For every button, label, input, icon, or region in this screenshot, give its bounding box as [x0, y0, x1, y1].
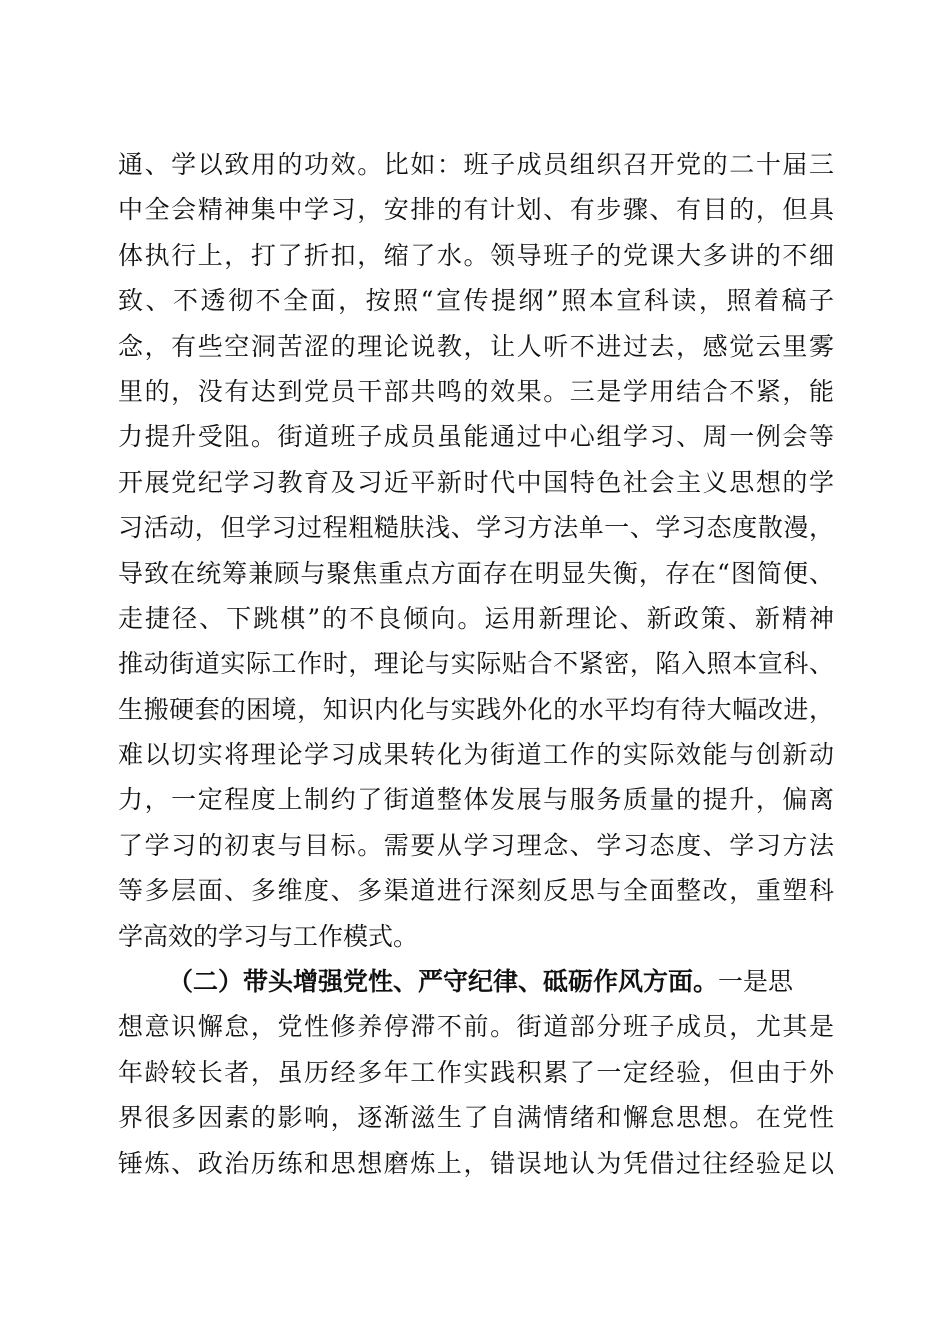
text-line: 里的，没有达到党员干部共鸣的效果。三是学用结合不紧，能	[118, 376, 834, 406]
text-line: 生搬硬套的困境，知识内化与实践外化的水平均有待大幅改进，	[118, 694, 834, 724]
section-heading: （二）带头增强党性、严守纪律、砥砺作风方面。	[168, 967, 719, 997]
paragraph-party-spirit-section	[118, 959, 834, 1186]
heading-line-rest: 一是思	[718, 967, 794, 997]
text-line: 界很多因素的影响，逐渐滋生了自满情绪和懈怠思想。在党性	[118, 1103, 834, 1133]
text-line: 习活动，但学习过程粗糙肤浅、学习方法单一、学习态度散漫，	[118, 513, 834, 543]
section-heading-line	[118, 959, 834, 1004]
text-line: 力，一定程度上制约了街道整体发展与服务质量的提升，偏离	[118, 785, 834, 815]
text-line: 导致在统筹兼顾与聚焦重点方面存在明显失衡，存在“图简便、	[118, 558, 834, 588]
text-line: 了学习的初衷与目标。需要从学习理念、学习态度、学习方法	[118, 830, 834, 860]
text-line: 致、不透彻不全面，按照“宣传提纲”照本宣科读，照着稿子	[118, 286, 834, 316]
text-line: 力提升受阻。街道班子成员虽能通过中心组学习、周一例会等	[118, 422, 834, 452]
text-line: 中全会精神集中学习，安排的有计划、有步骤、有目的，但具	[118, 195, 834, 225]
text-line: 等多层面、多维度、多渠道进行深刻反思与全面整改，重塑科	[118, 876, 834, 906]
text-line-last: 学高效的学习与工作模式。	[118, 921, 419, 951]
text-line: 锤炼、政治历练和思想磨炼上，错误地认为凭借过往经验足以	[118, 1148, 834, 1178]
document-page	[118, 142, 834, 1186]
text-line: 走捷径、下跳棋”的不良倾向。运用新理论、新政策、新精神	[118, 603, 834, 633]
text-line: 开展党纪学习教育及习近平新时代中国特色社会主义思想的学	[118, 467, 834, 497]
text-line: 体执行上，打了折扣，缩了水。领导班子的党课大多讲的不细	[118, 240, 834, 270]
text-line: 想意识懈怠，党性修养停滞不前。街道部分班子成员，尤其是	[118, 1012, 834, 1042]
text-line: 难以切实将理论学习成果转化为街道工作的实际效能与创新动	[118, 740, 834, 770]
text-line: 年龄较长者，虽历经多年工作实践积累了一定经验，但由于外	[118, 1057, 834, 1087]
text-line: 推动街道实际工作时，理论与实际贴合不紧密，陷入照本宣科、	[118, 649, 834, 679]
paragraph-study-section	[118, 142, 834, 959]
text-line: 通、学以致用的功效。比如：班子成员组织召开党的二十届三	[118, 150, 834, 179]
text-line: 念，有些空洞苦涩的理论说教，让人听不进过去，感觉云里雾	[118, 331, 834, 361]
